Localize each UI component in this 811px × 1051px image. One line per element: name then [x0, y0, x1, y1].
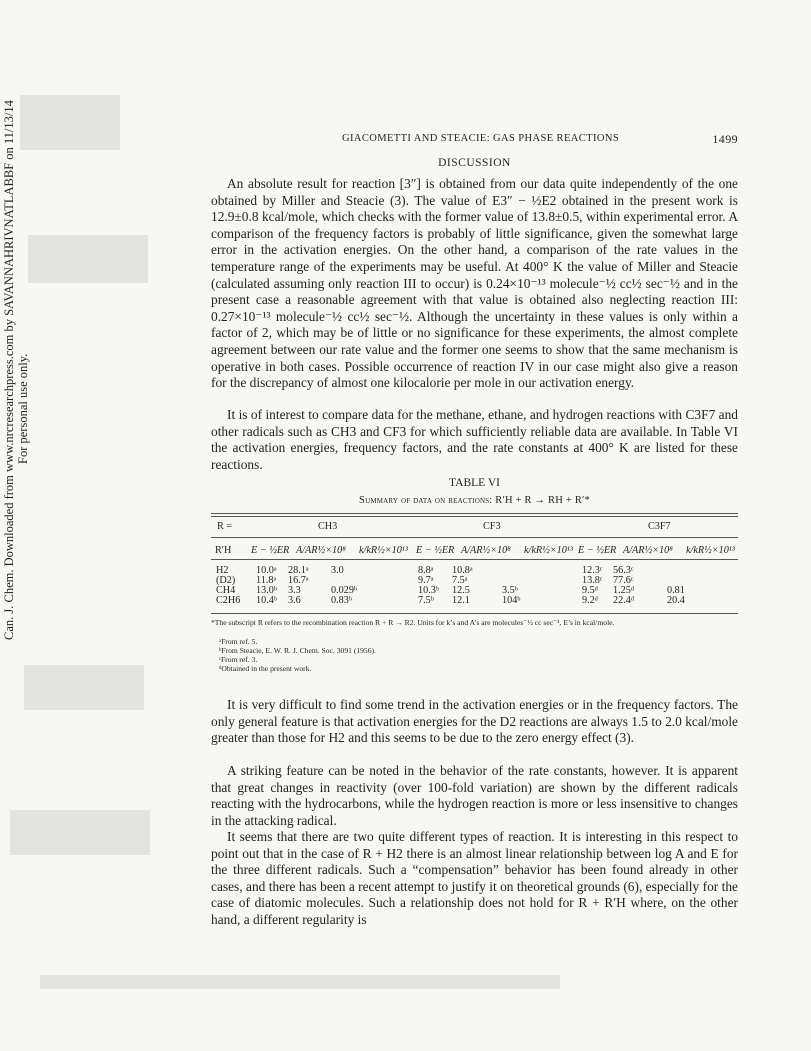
scan-smudge: [40, 975, 560, 989]
table-cell: 22.4ᵈ: [613, 595, 634, 606]
scan-smudge: [28, 235, 148, 283]
table-rule: [211, 559, 738, 560]
radical-header: CH3: [318, 521, 338, 532]
table-cell: 16.7ᵃ: [288, 575, 309, 586]
radical-header: C3F7: [648, 521, 671, 532]
table-cell: 28.1ᵃ: [288, 565, 309, 576]
paragraph: It is very difficult to find some trend in the activation energies or in the frequency factors. The only general feature is that activation energies for the D2 reactions are always 1.5 to 2.0 kcal/mole greater than those for H2 and this seems to be due to the zero energy effect (3).: [211, 697, 739, 746]
table-cell: 3.3: [288, 585, 301, 596]
column-header: A/AR½×10⁸: [296, 545, 346, 556]
table-cell: 10.3ᵇ: [418, 585, 439, 596]
column-header: E − ½ER: [416, 545, 455, 556]
table-cell: 9.2ᵈ: [582, 595, 598, 606]
table-cell: 13.8ᶜ: [582, 575, 603, 586]
table-cell: 0.83ᵇ: [331, 595, 352, 606]
download-notice-line: Can. J. Chem. Downloaded from www.nrcresearchpress.com by SAVANNAHRIVNATLABBF on 11/13/14: [2, 100, 16, 640]
paragraph: A striking feature can be noted in the behavior of the rate constants, however. It is apparent that great changes in reactivity (over 100-fold variation) are shown by the different radicals reacting with the hydrocarbons, while the hydrogen reaction is more or less insensitive to changes in the attacking radical.: [211, 763, 738, 828]
column-header: A/AR½×10⁸: [623, 545, 673, 556]
section-heading: DISCUSSION: [438, 157, 511, 169]
table-footnote: ᵈObtained in the present work.: [219, 664, 312, 673]
table-cell: 104ᵇ: [502, 595, 521, 606]
scan-smudge: [10, 810, 150, 855]
paragraph: It is of interest to compare data for the methane, ethane, and hydrogen reactions with C3F7 and other radicals such as CH3 and CF3 for which sufficiently reliable data are available. In Table VI the activation energies, frequency factors, and the rate constants at 400° K are listed for these reactions.: [211, 407, 738, 472]
table-cell: 7.5ᵃ: [452, 575, 468, 586]
table-cell: 8.8ᵃ: [418, 565, 434, 576]
table-cell: 3.5ᵇ: [502, 585, 518, 596]
row-label: (D2): [216, 575, 236, 586]
table-rh-label: R′H: [215, 545, 232, 556]
table-footnote: ᵃFrom ref. 5.: [219, 637, 258, 646]
paragraph: It seems that there are two quite different types of reaction. It is interesting in this respect to point out that in the case of R + H2 there is an almost linear relationship between log A and E for the three different radicals. Such a “compensation” behavior has been found already in other cases, and there has been a recent attempt to justify it on theoretical grounds (6), especially for the case of diatomic molecules. Such a relationship does not hold for R + R′H where, on the other hand, a different regularity is: [211, 829, 738, 927]
table-cell: 12.5: [452, 585, 470, 596]
table-footnote: ᶜFrom ref. 3.: [219, 655, 258, 664]
table-cell: 1.25ᵈ: [613, 585, 634, 596]
personal-use-line: For personal use only.: [16, 353, 30, 464]
page-number: 1499: [712, 132, 738, 146]
row-label: CH4: [216, 585, 236, 596]
table-cell: 3.6: [288, 595, 301, 606]
table-footnote: ᵇFrom Steacie, E. W. R. J. Chem. Soc. 3091 (1956).: [219, 646, 376, 655]
table-cell: 0.81: [667, 585, 685, 596]
table-subtitle: Summary of data on reactions: R′H + R → RH + R′*: [359, 495, 590, 506]
table-rule: [211, 613, 738, 614]
column-header: E − ½ER: [251, 545, 290, 556]
column-header: k/kR½×10¹³: [359, 545, 408, 556]
column-header: E − ½ER: [578, 545, 617, 556]
table-cell: 10.0ᵃ: [256, 565, 277, 576]
column-header: k/kR½×10¹³: [686, 545, 735, 556]
table-cell: 12.3ᶜ: [582, 565, 603, 576]
table-rule: [211, 516, 738, 517]
download-notice: [0, 100, 30, 640]
table-cell: 10.4ᵇ: [256, 595, 277, 606]
table-cell: 10.8ᵃ: [452, 565, 473, 576]
paragraph: An absolute result for reaction [3″] is obtained from our data quite independently of the one obtained by Miller and Steacie (3). The value of E3″ − ½E2 obtained in the present work is 12.9±0.8 kcal/mole, which checks with the former value of 13.8±0.5, within experimental error. A comparison of the frequency factors is probably of little significance, given the somewhat large error in the activation energies. On the other hand, a comparison of the rate values in the temperature range of the experiments may be useful. At 400° K the value of Miller and Steacie (calculated assuming only reaction III to occur) is 0.24×10⁻¹³ molecule⁻½ cc½ sec⁻½ and in the present case a reasonable agreement with that value is obtained also neglecting reaction III: 0.27×10⁻¹³ molecule⁻½ cc½ sec⁻½. Although the uncertainty in these values is only within a factor of 2, which may be of little or no significance for these experiments, the almost complete agreement between our rate value and the former one seems to show that the same mechanism is operative in both cases. Possible occurrence of reaction IV in our case might also give a reason for the discrepancy of almost one kilocalorie per mole in our activation energy.: [211, 176, 738, 391]
row-label: H2: [216, 565, 229, 576]
table-cell: 11.8ᵃ: [256, 575, 277, 586]
table-footnote: *The subscript R refers to the recombination reaction R + R → R2. Units for k’s and A’s are molecules⁻½ cc sec⁻¹, E’s in kcal/mole.: [211, 618, 615, 627]
table-cell: 77.6ᶜ: [613, 575, 634, 586]
column-header: A/AR½×10⁸: [461, 545, 511, 556]
row-label: C2H6: [216, 595, 241, 606]
scan-smudge: [24, 665, 144, 710]
table-cell: 13.0ᵇ: [256, 585, 277, 596]
scan-smudge: [20, 95, 120, 150]
table-cell: 3.0: [331, 565, 344, 576]
table-cell: 9.5ᵈ: [582, 585, 598, 596]
table-cell: 9.7ᵃ: [418, 575, 434, 586]
table-cell: 20.4: [667, 595, 685, 606]
radical-header: CF3: [483, 521, 501, 532]
table-r-label: R =: [217, 521, 233, 532]
column-header: k/kR½×10¹³: [524, 545, 573, 556]
table-cell: 56.3ᶜ: [613, 565, 634, 576]
table-caption: TABLE VI: [449, 477, 500, 489]
running-title: GIACOMETTI AND STEACIE: GAS PHASE REACTIONS: [342, 133, 620, 144]
table-cell: 12.1: [452, 595, 470, 606]
table-rule: [211, 513, 738, 514]
table-rule: [211, 537, 738, 538]
table-cell: 0.029ᵇ: [331, 585, 358, 596]
table-cell: 7.5ᵇ: [418, 595, 434, 606]
